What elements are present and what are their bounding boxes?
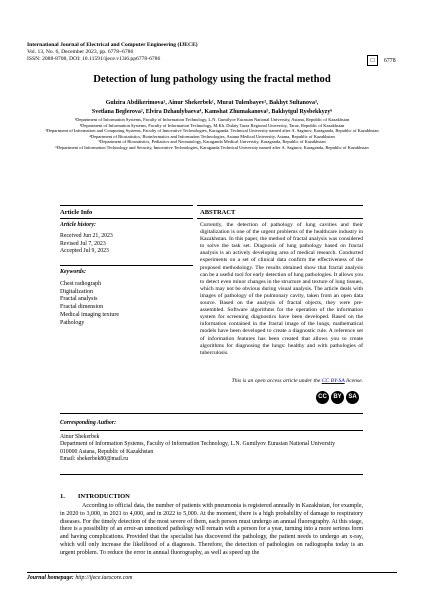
cc-icon: CC [316,391,329,404]
article-info-heading: Article Info [60,209,93,216]
by-icon: BY [331,391,344,404]
keyword: Chest radiograph [60,280,102,287]
keyword: Digitalization [60,288,93,295]
corresponding-rule-bottom [60,474,363,475]
keyword: Pathology [60,319,85,326]
affiliation: ⁴Department of Biostatistics, Bioinformatics and Information Technologies, Astana Medical University, Astana, Republic of Kazakhstan [89,133,335,139]
affiliation: ²Department of Information Systems, Faculty of Information Technology, M.Kh. Dulaty Taraz Regional University, Taraz, Republic of Kazakhstan [79,122,345,128]
corresponding-address: 010000 Astana, Republic of Kazakhstan [60,448,154,455]
affiliation: ⁶Department of Information Technology and Security, Innovative Technologies, Karaganda Technical University named after A. Saginov, Karaganda, Republic of Kazakhstan [55,144,369,150]
paper-title: Detection of lung pathology using the fractal method [93,74,331,85]
author-list [40,99,384,117]
running-header [27,42,198,63]
corresponding-rule-top [60,413,363,414]
volume-info: Vol. 13, No. 6, December 2023, pp. 6778~6786 [27,49,134,55]
license-link[interactable]: CC BY-SA [321,378,345,384]
footer-label: Journal homepage: [27,575,74,581]
revised-date: Revised Jul 7, 2023 [60,240,106,247]
corresponding-details [60,434,360,464]
page-number-group [367,55,396,66]
license-suffix: license. [346,378,363,384]
received-date: Received Jun 21, 2023 [60,233,113,240]
license-prefix: This is an open access article under the [231,378,321,384]
journal-name: International Journal of Electrical and Computer Engineering (IJECE) [27,42,198,48]
journal-logo-icon: ☐ [367,55,378,66]
affiliation: ⁵Department of Biostatistics, Pediatrics and Neonatology, Karaganda Medical University, Karaganda, Republic of Kazakhstan [98,139,326,145]
keywords-rule [60,265,193,266]
abstract-heading: ABSTRACT [200,209,236,216]
corresponding-affiliation: Department of Information Systems, Faculty of Information Technology, L.N. Gumilyov Eurasian National University [60,441,336,448]
authors-line-1: Gulzira Abdikerimova¹, Ainur Shekerbek¹, Murat Tulenbayev², Bakhyt Sultanova³, [105,100,319,106]
affiliation: ¹Department of Information Systems, Faculty of Information Technology, L.N. Gumilyov Eurasian National University, Astana, Republic of Kazakhstan [74,117,350,122]
keyword: Fractal dimension [60,304,104,311]
affiliation: ³Department of Information and Computing Systems, Faculty of Innovative Technologies, Karaganda. Technical University named after A. Saginov, Karaganda, Republic of Kazakhstan [45,128,379,134]
section-heading-introduction: 1. INTRODUCTION [60,493,130,500]
abstract-rule [197,218,363,219]
introduction-text: According to official data, the number of patients with pneumonia is registered annually in Kazakhstan, for example, in 2020 to 3,000, in 2021 to 4,000, and in 2022 to 5,000. At the moment, there is a high probability of damage to respiratory diseases. For the timely detection of the most severe of them, each person must undergo an annual fluorography. At this stage, there is a possibility of an error-an unnoticed pathology will remain with a person for a year, turning into a more serious form and having complications. Provided that the specialist has discovered the pathology, the patient needs to undergo an x-ray, which will only increase the likelihood of a diagnosis. Therefore, the detection of pathologies on radiographs today is an urgent problem. To reduce the error in annual fluorography, as well as speed up the [60,503,363,556]
issn-doi: ISSN: 2088-8708, DOI: 10.11591/ijece.v13i6.pp6778-6786 [27,56,161,62]
journal-homepage-link[interactable]: http://ijece.iaescore.com [75,575,133,581]
keyword: Medical imaging texture [60,311,119,318]
corresponding-email[interactable]: Email: shekerbek80@mail.ru [60,456,129,463]
abstract-rule-top [197,205,363,206]
footer-rule [27,572,397,573]
abstract-text: Currently, the detection of pathology of lung cavities and their digitalization is one of the urgent problems of the healthcare industry in Kazakhstan. In this paper, the method of fractal analysis was considered to solve the task set. Diagnosis of lung pathology based on fractal analysis is an actively developing area of medical research. Conducted experiments on a set of clinical data confirm the effectiveness of the proposed methodology. The results obtained show that fractal analysis can be a useful tool for early detection of lung pathologies. It allows you to detect even minor changes in the structure and texture of lung tissues, which may not be obvious during visual analysis. The article deals with images of pathology of the pulmonary cavity, taken from an open data source. Based on the analysis of fractal objects, they were pre-assembled. Software algorithms for the operation of the information system for screening diagnostics have been developed. Based on the information contained in the fractal image of the lungs, mathematical models have been developed to create a diagnostic rule. A reference set of information features has been created that allows you to create algorithms for diagnosing the lungs: healthy and with pathologies of tuberculosis. [200,222,363,356]
corresponding-rule [60,430,363,431]
corresponding-label: Corresponding Author: [60,420,117,426]
sa-icon: SA [346,391,359,404]
keywords-label: Keywords: [60,269,86,275]
keywords-section [60,269,190,328]
article-info-rule [60,218,193,219]
accepted-date: Accepted Jul 9, 2023 [60,248,109,255]
cc-license-badge[interactable] [316,391,359,404]
authors-line-2: Svetlana Beglerova², Elvira Dzhaulybaeva⁴, Kamshat Zhumakanova⁵, Bakhytgul Rysbekkyzy⁶ [91,109,333,115]
page-number: 6778 [384,57,396,64]
keyword: Fractal analysis [60,296,98,303]
affiliations [30,117,394,151]
article-info-rule-top [60,205,193,206]
article-history-label: Article history: [60,222,96,228]
footer [27,575,132,581]
corresponding-name: Ainur Shekerbek [60,434,100,440]
license-statement [200,378,363,384]
article-history [60,222,190,256]
